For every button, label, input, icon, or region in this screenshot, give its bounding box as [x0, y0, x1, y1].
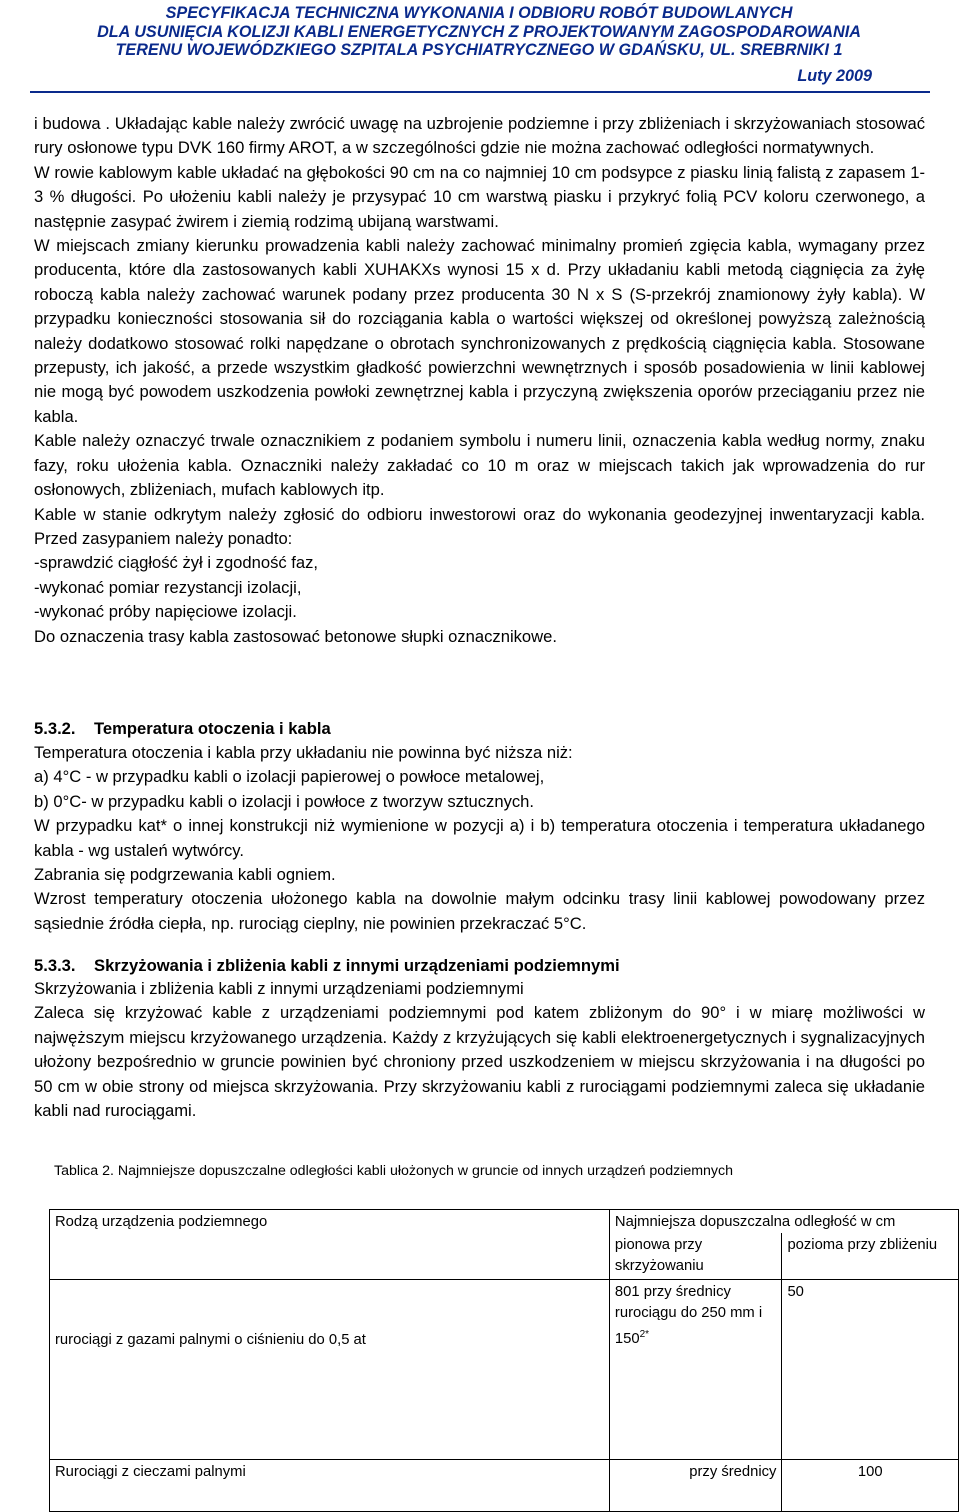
section-heading [34, 956, 620, 976]
paragraph: i budowa . Układając kable należy zwrócić uwagę na uzbrojenie podziemne i przy zbliżeniach i skrzyżowaniach stosować rury osłonowe typu DVK 160 firmy AROT, a w szczególności gdzie nie można zachować odległości normatywnych. [34, 114, 925, 158]
table-cell: przy średnicy [609, 1460, 782, 1512]
section-number: 5.3.3. [34, 956, 76, 975]
paragraph: Temperatura otoczenia i kabla przy układaniu nie powinna być niższa niż: [34, 743, 573, 762]
section-title: Skrzyżowania i zbliżenia kabli z innymi urządzeniami podziemnymi [94, 956, 620, 975]
list-item: -wykonać próby napięciowe izolacji. [34, 602, 297, 622]
column-group-header: Najmniejsza dopuszczalna odległość w cm [609, 1210, 958, 1234]
paragraph: Zabrania się podgrzewania kabli ogniem. [34, 865, 336, 885]
column-header: pionowa przy skrzyżowaniu [609, 1233, 782, 1280]
paragraph: Wzrost temperatury otoczenia ułożonego kabla na dowolnie małym odcinku trasy linii kablowej powodowany przez sąsiednie źródła ciepła, np. rurociąg cieplny, nie powinien przekraczać 5°C. [34, 889, 925, 933]
section-body [34, 977, 925, 1123]
header-line-3: TERENU WOJEWÓDZKIEGO SZPITALA PSYCHIATRYCZNEGO W GDAŃSKU, UL. SREBRNIKI 1 [115, 41, 843, 59]
table-row [50, 1280, 959, 1460]
table-cell: rurociągi z gazami palnymi o ciśnieniu do 0,5 at [50, 1280, 610, 1460]
list-item: a) 4°C - w przypadku kabli o izolacji papierowej o powłoce metalowej, [34, 767, 545, 787]
section-heading [34, 719, 331, 739]
header-line-2: DLA USUNIĘCIA KOLIZJI KABLI ENERGETYCZNYCH Z PROJEKTOWANYM ZAGOSPODAROWANIA [97, 22, 861, 41]
column-header: Rodzą urządzenia podziemnego [50, 1210, 610, 1280]
table-cell: 50 [782, 1280, 959, 1460]
body-text [34, 112, 925, 649]
column-header: pozioma przy zbliżeniu [782, 1233, 959, 1280]
paragraph: W miejscach zmiany kierunku prowadzenia kabli należy zachować minimalny promień zgięcia kabla, wymagany przez producenta, które dla zastosowanych kabli XUHAKXs wynosi 15 x d. Przy układaniu kabli metodą ciągnięcia za żyłę roboczą kabla należy zachować warunek podany przez producenta 30 N x S (S-przekrój znamionowy żyły kabla). W przypadku konieczności stosowania sił do rozciągania kabla o wartości większej od określonej powyższą zależnością należy dodatkowo stosować rolki napędzane o obrotach synchronizowanych z prędkością ciągnięcia kabla. Stosowane przepusty, ich jakość, a przede wszystkim gładkość powierzchni wewnętrznych i sposób posadowienia w linii kablowej nie mogą być powodem uszkodzenia powłoki zewnętrznej kabla i przyczyną zwiększenia oporów przeciąganiu przez nie kabla. [34, 236, 925, 426]
list-item: -wykonać pomiar rezystancji izolacji, [34, 577, 302, 597]
paragraph: W przypadku kat* o innej konstrukcji niż wymienione w pozycji a) i b) temperatura otoczenia i temperatura układanego kabla - wg ustaleń wytwórcy. [34, 816, 925, 860]
distance-table [49, 1209, 959, 1512]
table-cell [609, 1280, 782, 1460]
table-caption: Tablica 2. Najmniejsze dopuszczalne odległości kabli ułożonych w gruncie od innych urządzeń podziemnych [54, 1163, 734, 1179]
table-cell: Rurociągi z cieczami palnymi [50, 1460, 610, 1512]
table-cell: 100 [782, 1460, 959, 1512]
list-item: b) 0°C- w przypadku kabli o izolacji i powłoce z tworzyw sztucznych. [34, 791, 535, 811]
paragraph: W rowie kablowym kable układać na głębokości 90 cm na co najmniej 10 cm podsypce z piasku linią falistą z zapasem 1-3 % długości. Po ułożeniu kabli należy je przysypać 10 cm warstwą piasku i przykryć folią PCV koloru czerwonego, a następnie zasypać żwirem i ziemią rodzimą ubijaną warstwami. [34, 162, 925, 231]
header-date: Luty 2009 [797, 67, 872, 85]
paragraph: Kable należy oznaczyć trwale oznacznikiem z podaniem symbolu i numeru linii, oznaczenia kabla według normy, znaku fazy, roku ułożenia kabla. Oznaczniki należy zakładać co 10 m oraz w miejscach takich jak wprowadzenia do rur osłonowych, zbliżeniach, mufach kablowych itp. [34, 431, 925, 500]
section-body [34, 741, 925, 936]
header-line-1: SPECYFIKACJA TECHNICZNA WYKONANIA I ODBIORU ROBÓT BUDOWLANYCH [165, 4, 793, 22]
table-row [50, 1460, 959, 1512]
paragraph: Zaleca się krzyżować kable z urządzeniami podziemnymi pod katem zbliżonym do 90° i w miarę możliwości w najwęższym miejscu krzyżowanego urządzenia. Każdy z krzyżujących się kabli elektroenergetycznych i sygnalizacyjnych ułożony bezpośrednio w gruncie powinien być chroniony przed uszkodzeniem w miejscu skrzyżowania i na długości po 50 cm w obie strony od miejsca skrzyżowania. Przy skrzyżowaniu kabli z rurociągami podziemnymi zaleca się układanie kabli nad rurociągami. [34, 1003, 925, 1121]
subheading: Skrzyżowania i zbliżenia kabli z innymi urządzeniami podziemnymi [34, 979, 524, 998]
table-header-row [50, 1210, 959, 1234]
cell-text: 801 przy średnicy rurociągu do 250 mm i 150 [614, 1284, 763, 1347]
section-title: Temperatura otoczenia i kabla [94, 719, 331, 738]
section-number: 5.3.2. [34, 719, 76, 738]
header-divider [30, 91, 930, 93]
page-header [0, 4, 958, 85]
footnote-marker: 2* [639, 1329, 650, 1340]
paragraph: Kable w stanie odkrytym należy zgłosić do odbioru inwestorowi oraz do wykonania geodezyjnej inwentaryzacji kabla. Przed zasypaniem należy ponadto: [34, 504, 925, 548]
paragraph: Do oznaczenia trasy kabla zastosować betonowe słupki oznacznikowe. [34, 626, 557, 646]
list-item: -sprawdzić ciągłość żył i zgodność faz, [34, 553, 319, 573]
